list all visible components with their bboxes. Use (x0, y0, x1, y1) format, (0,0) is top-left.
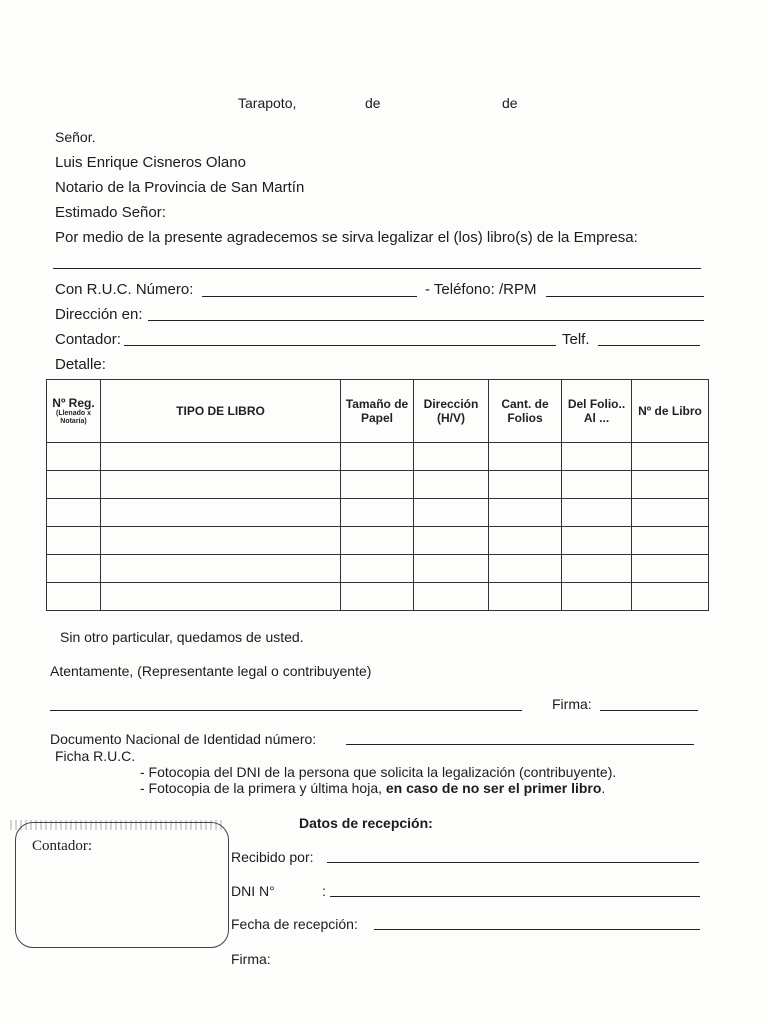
accountant-label: Contador: (55, 331, 121, 348)
phone-line[interactable] (546, 296, 704, 297)
table-cell[interactable] (101, 555, 341, 583)
received-by-label: Recibido por: (231, 849, 314, 865)
table-cell[interactable] (414, 443, 489, 471)
req2-bold: en caso de no ser el primer libro (385, 780, 602, 796)
table-cell[interactable] (632, 443, 709, 471)
table-cell[interactable] (47, 555, 101, 583)
table-cell[interactable] (47, 499, 101, 527)
greeting: Estimado Señor: (55, 204, 166, 221)
table-cell[interactable] (489, 443, 562, 471)
table-cell[interactable] (632, 471, 709, 499)
table-header-row (47, 380, 709, 443)
table-cell[interactable] (47, 583, 101, 611)
col-book-number: Nº de Libro (632, 380, 709, 443)
table-cell[interactable] (414, 583, 489, 611)
table-cell[interactable] (47, 443, 101, 471)
header-de-1: de (365, 95, 381, 111)
col-book-type: TIPO DE LIBRO (101, 380, 341, 443)
table-cell[interactable] (101, 471, 341, 499)
table-row (47, 471, 709, 499)
table-row (47, 583, 709, 611)
table-row (47, 499, 709, 527)
ruc-line[interactable] (202, 296, 417, 297)
table-cell[interactable] (101, 527, 341, 555)
reception-dni-colon: : (322, 883, 326, 899)
phone-label: - Teléfono: /RPM (425, 281, 537, 298)
col-reg-note: (Llenado x Notaría) (55, 410, 91, 425)
table-cell[interactable] (489, 583, 562, 611)
table-cell[interactable] (414, 499, 489, 527)
reception-dni-label: DNI N° (231, 883, 275, 899)
reception-date-label: Fecha de recepción: (231, 916, 358, 932)
reception-date-line[interactable] (374, 929, 700, 930)
header-de-2: de (502, 95, 518, 111)
table-cell[interactable] (562, 527, 632, 555)
ruc-label: Con R.U.C. Número: (55, 281, 194, 298)
table-cell[interactable] (632, 527, 709, 555)
firma-line[interactable] (600, 710, 698, 711)
table-cell[interactable] (489, 555, 562, 583)
table-cell[interactable] (632, 555, 709, 583)
table-cell[interactable] (489, 471, 562, 499)
atentamente-text: Atentamente, (Representante legal o contribuyente) (50, 663, 372, 679)
firma-label: Firma: (552, 696, 592, 712)
company-line[interactable] (53, 268, 701, 269)
table-cell[interactable] (101, 583, 341, 611)
table-row (47, 527, 709, 555)
table-cell[interactable] (562, 499, 632, 527)
table-cell[interactable] (632, 583, 709, 611)
signature-line[interactable] (50, 710, 522, 711)
table-cell[interactable] (341, 443, 414, 471)
salutation: Señor. (55, 129, 96, 145)
req2-text: - Fotocopia de la primera y última hoja, (140, 780, 382, 796)
col-folio-count: Cant. de Folios (489, 380, 562, 443)
table-cell[interactable] (489, 499, 562, 527)
table-row (47, 555, 709, 583)
accountant-line[interactable] (124, 345, 556, 346)
received-by-line[interactable] (327, 862, 699, 863)
table-cell[interactable] (562, 583, 632, 611)
detail-label: Detalle: (55, 356, 106, 373)
table-cell[interactable] (632, 499, 709, 527)
reception-signature-label: Firma: (231, 951, 271, 967)
table-cell[interactable] (414, 527, 489, 555)
header-city: Tarapoto, (238, 95, 297, 111)
notary-title: Notario de la Provincia de San Martín (55, 179, 305, 196)
telf-line[interactable] (598, 345, 700, 346)
col-reg-label: Nº Reg. (52, 396, 95, 410)
table-cell[interactable] (341, 471, 414, 499)
table-cell[interactable] (47, 527, 101, 555)
table-cell[interactable] (562, 555, 632, 583)
ficha-ruc: Ficha R.U.C. (55, 748, 136, 764)
accountant-box-label: Contador: (32, 838, 92, 854)
col-direction: Dirección (H/V) (414, 380, 489, 443)
reception-title: Datos de recepción: (299, 815, 433, 831)
dni-line[interactable] (346, 744, 694, 745)
table-cell[interactable] (101, 499, 341, 527)
request-text: Por medio de la presente agradecemos se sirva legalizar el (los) libro(s) de la Empresa: (55, 229, 638, 246)
req2-period: . (601, 780, 606, 796)
address-label: Dirección en: (55, 306, 143, 323)
table-cell[interactable] (341, 499, 414, 527)
table-cell[interactable] (489, 527, 562, 555)
closing-text: Sin otro particular, quedamos de usted. (60, 629, 304, 645)
table-cell[interactable] (341, 555, 414, 583)
table-row (47, 443, 709, 471)
table-cell[interactable] (341, 527, 414, 555)
col-paper-size: Tamaño de Papel (341, 380, 414, 443)
table-cell[interactable] (562, 471, 632, 499)
requirement-dni-copy: - Fotocopia del DNI de la persona que solicita la legalización (contribuyente). (140, 764, 617, 780)
telf-label: Telf. (562, 331, 590, 348)
requirement-pages-copy (140, 780, 605, 796)
notary-name: Luis Enrique Cisneros Olano (55, 154, 246, 171)
table-cell[interactable] (341, 583, 414, 611)
col-reg (47, 380, 101, 443)
col-folio-range: Del Folio.. Al ... (562, 380, 632, 443)
dni-label: Documento Nacional de Identidad número: (50, 731, 317, 747)
table-cell[interactable] (47, 471, 101, 499)
address-line[interactable] (148, 320, 704, 321)
table-cell[interactable] (101, 443, 341, 471)
table-cell[interactable] (414, 555, 489, 583)
reception-dni-line[interactable] (330, 896, 700, 897)
table-cell[interactable] (414, 471, 489, 499)
table-cell[interactable] (562, 443, 632, 471)
books-table (46, 379, 709, 611)
